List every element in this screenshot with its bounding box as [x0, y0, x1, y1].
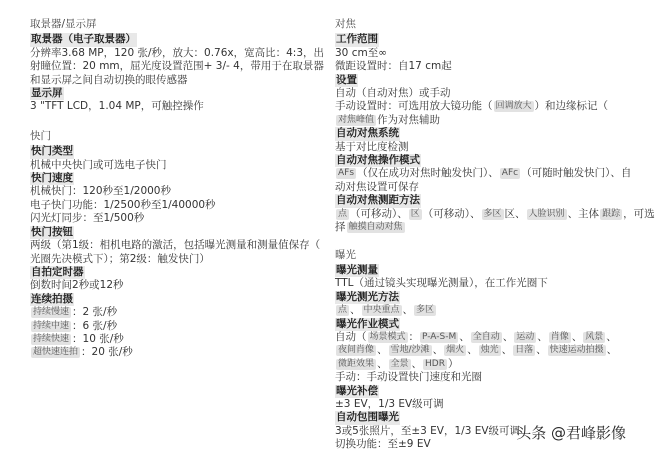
mode-chip: 快速运动拍摄 [549, 345, 604, 356]
burst-value: ：6 张/秒 [72, 319, 118, 332]
af-meter-text: 择 [335, 221, 346, 234]
method-chip: 点 [338, 305, 348, 316]
section-title-viewfinder: 取景器/显示屏 [30, 18, 97, 30]
burst-row [30, 346, 315, 359]
focus-range-line-2: 微距设置时：自17 cm起 [335, 60, 452, 73]
method-chip: 中央重点 [363, 305, 400, 316]
mode-chip: 雪地/沙滩 [390, 345, 430, 356]
focus-chip: 对焦峰值 [338, 114, 375, 125]
burst-chip: 持续慢速 [33, 307, 70, 318]
right-column [335, 13, 655, 452]
af-meter-chip: 触摸自动对焦 [348, 222, 403, 233]
burst-value: ：10 张/秒 [72, 332, 124, 345]
burst-value: ：20 张/秒 [81, 346, 133, 359]
heading-evf: 取景器（电子取景器） [31, 33, 136, 46]
mode-chip: 风景 [585, 331, 604, 342]
bracket-line-1: 3或5张照片，至±3 EV，1/3 EV级可调 [335, 424, 521, 437]
left-column [30, 13, 325, 360]
af-meter-text: 区、 [504, 207, 526, 220]
mode-chip: 肖像 [550, 331, 569, 342]
af-chip: AFs [338, 168, 355, 179]
heading-exposure-mode: 曝光作业模式 [336, 317, 399, 330]
bracket-line-2: 切换功能：至±9 EV [335, 438, 431, 451]
mode-row-2: 夜间肖像 、 雪地/沙滩 、 烟火 、 烛光 、 日落 、 快速运动拍摄 、 [338, 344, 618, 357]
heading-focus-settings: 设置 [336, 73, 357, 86]
mode-row-1: 自动（ 场景模式 ： P-A-S-M 、 全自动 、 运动 、 肖像 、 风景 、 [335, 330, 617, 343]
metering-method-row: 点 、 中央重点 、 多区 [338, 304, 435, 317]
evf-line-1: 分辨率3.68 MP，120 张/秒，放大：0.76x，宽高比：4:3，出 [30, 46, 325, 59]
shutter-button-line-1: 两级（第1级：相机电路的激活，包括曝光测量和测量值保存（ [30, 239, 321, 252]
exposure-meter-line: TTL（通过镜头实现曝光测量），在工作光圈下 [335, 277, 548, 290]
heading-shutter-type: 快门类型 [31, 145, 73, 158]
focus-range-line-1: 30 cm至∞ [335, 46, 387, 59]
mode-prefix: 自动（ [335, 330, 367, 343]
section-title-focus: 对焦 [335, 18, 356, 30]
shutter-speed-line-2: 电子快门功能：1/2500秒至1/40000秒 [30, 198, 216, 211]
shutter-speed-line-3: 闪光灯同步：至1/500秒 [30, 212, 145, 225]
focus-settings-text: 作为对焦辅助 [377, 113, 441, 126]
evf-line-2: 射瞳位置：20 mm，屈光度设置范围+ 3/- 4，带用于在取景器 [30, 60, 324, 73]
af-metering-line-2 [335, 221, 625, 234]
mode-manual-line: 手动：手动设置快门速度和光圈 [335, 371, 482, 384]
focus-chip: 回调放大 [495, 101, 532, 112]
af-mode-line-2: 动对焦设置可保存 [335, 180, 419, 193]
burst-row [30, 306, 315, 319]
heading-shutter-speed: 快门速度 [31, 172, 73, 185]
watermark-text: 头条 @君峰影像 [516, 424, 626, 442]
af-meter-text: ，可选 [623, 207, 655, 220]
heading-display: 显示屏 [31, 87, 63, 100]
heading-af-system: 自动对焦系统 [336, 127, 399, 140]
mode-chip: 场景模式 [369, 331, 406, 342]
af-metering-line-1 [335, 207, 655, 221]
af-meter-text: （可移动）、 [350, 207, 408, 220]
mode-chip: 日落 [515, 345, 534, 356]
af-chip: AFc [501, 168, 519, 179]
heading-exposure-metering: 曝光测量 [336, 263, 378, 276]
focus-settings-line-3 [335, 114, 625, 127]
mode-chip: 运动 [516, 331, 535, 342]
heading-af-metering: 自动对焦测距方法 [336, 194, 420, 207]
shutter-speed-line-1: 机械快门：120秒至1/2000秒 [30, 185, 171, 198]
heading-self-timer: 自拍定时器 [31, 265, 84, 278]
focus-settings-line-1: 自动（自动对焦）或手动 [335, 87, 451, 100]
af-system-line: 基于对比度检测 [335, 140, 409, 153]
af-meter-text: 、主体 [567, 207, 600, 220]
mode-chip: 烛光 [480, 345, 499, 356]
section-title-shutter: 快门 [30, 129, 51, 142]
evf-line-3: 和显示屏之间自动切换的眼传感器 [30, 73, 188, 86]
af-meter-chip: 多区 [483, 208, 502, 219]
mode-chip: 烟火 [446, 345, 465, 356]
mode-chip: P-A-S-M [422, 331, 457, 342]
heading-af-mode: 自动对焦操作模式 [336, 154, 420, 167]
heading-shutter-button: 快门按钮 [31, 225, 73, 238]
af-meter-text: （可移动）、 [422, 207, 481, 220]
mode-chip: 微距效果 [338, 358, 375, 369]
af-mode-text: （可随时触发快门）、自 [521, 167, 632, 180]
section-title-exposure: 曝光 [335, 248, 356, 261]
mode-chip: HDR [425, 358, 445, 369]
mode-chip: 全自动 [472, 331, 500, 342]
burst-value: ：2 张/秒 [72, 306, 118, 319]
burst-chip: 持续快速 [33, 333, 70, 344]
burst-row [30, 333, 315, 346]
heading-burst: 连续拍摄 [31, 292, 73, 305]
af-meter-chip: 跟踪 [602, 208, 621, 219]
shutter-type-line: 机械中央快门或可选电子快门 [30, 158, 167, 171]
mode-chip: 全景 [390, 358, 409, 369]
af-meter-chip: 区 [410, 208, 420, 219]
af-mode-text: （仅在成功对焦时触发快门）、 [357, 167, 499, 180]
focus-settings-text: 手动设置时：可选用放大镜功能（ [335, 100, 493, 113]
burst-chip: 持续中速 [33, 320, 70, 331]
method-chip: 多区 [416, 305, 435, 316]
heading-exposure-comp: 曝光补偿 [336, 384, 378, 397]
af-meter-chip: 人脸识别 [528, 208, 565, 219]
mode-row-3: 微距效果 、 全景 、 HDR ） [338, 357, 459, 370]
display-line: 3 "TFT LCD，1.04 MP，可触控操作 [30, 100, 204, 113]
shutter-button-line-2: 光圈先决模式下）；第2级：触发快门） [30, 252, 210, 265]
self-timer-line: 倒数时间2秒或12秒 [30, 279, 124, 292]
focus-settings-mid: ）和边缘标记（ [534, 100, 609, 113]
heading-auto-bracketing: 自动包围曝光 [336, 411, 399, 424]
burst-row [30, 320, 315, 333]
af-mode-line-1 [335, 167, 632, 180]
burst-chip: 超快速连拍 [33, 347, 79, 358]
heading-metering-method: 曝光测光方法 [336, 290, 399, 303]
heading-focus-range: 工作范围 [336, 33, 378, 46]
mode-chip: 夜间肖像 [338, 345, 375, 356]
focus-settings-line-2 [335, 100, 625, 113]
watermark [516, 422, 626, 443]
af-meter-chip: 点 [338, 208, 348, 219]
exposure-comp-line: ±3 EV，1/3 EV级可调 [335, 397, 444, 410]
